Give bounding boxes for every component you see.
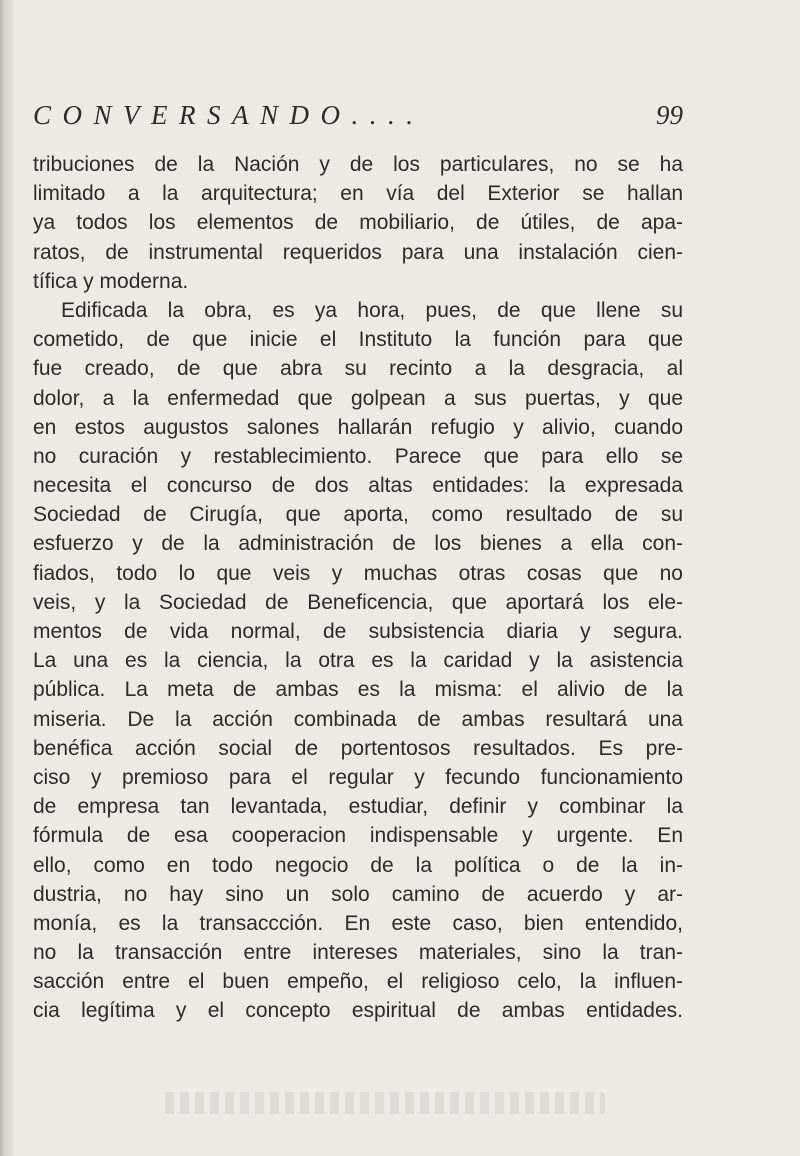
text-line: no la transacción entre intereses materiales, sino la tran- — [33, 941, 683, 965]
text-line: fiados, todo lo que veis y muchas otras cosas que no — [33, 561, 683, 585]
text-line: pública. La meta de ambas es la misma: el alivio de la — [33, 678, 683, 702]
text-line: ello, como en todo negocio de la política o de la in- — [33, 853, 683, 877]
text-line: Sociedad de Cirugía, que aporta, como resultado de su — [33, 503, 683, 527]
text-line: en estos augustos salones hallarán refugio y alivio, cuando — [33, 415, 683, 439]
page-header — [33, 100, 683, 140]
page-gutter-shadow — [0, 0, 14, 1156]
running-title: CONVERSANDO.... — [33, 100, 425, 130]
text-line: dolor, a la enfermedad que golpean a sus puertas, y que — [33, 386, 683, 410]
text-line: necesita el concurso de dos altas entidades: la expresada — [33, 474, 683, 498]
text-line: miseria. De la acción combinada de ambas resultará una — [33, 707, 683, 731]
text-line: cometido, de que inicie el Instituto la función para que — [33, 328, 683, 352]
text-line: ya todos los elementos de mobiliario, de útiles, de apa- — [33, 211, 683, 235]
text-line: mentos de vida normal, de subsistencia diaria y segura. — [33, 620, 683, 643]
text-line: limitado a la arquitectura; en vía del Exterior se hallan — [33, 182, 683, 206]
text-line: ratos, de instrumental requeridos para una instalación cien- — [33, 240, 683, 264]
text-line: cia legítima y el concepto espiritual de ambas entidades. — [33, 999, 683, 1023]
body-text — [33, 150, 683, 1026]
text-line: fórmula de esa cooperacion indispensable y urgente. En — [33, 824, 683, 848]
text-line: ciso y premioso para el regular y fecundo funcionamiento — [33, 765, 683, 789]
text-line: La una es la ciencia, la otra es la caridad y la asistencia — [33, 649, 683, 673]
text-line: veis, y la Sociedad de Beneficencia, que aportará los ele- — [33, 590, 683, 614]
text-line: de empresa tan levantada, estudiar, definir y combinar la — [33, 795, 683, 819]
text-line: dustria, no hay sino un solo camino de acuerdo y ar- — [33, 882, 683, 906]
text-line: no curación y restablecimiento. Parece que para ello se — [33, 444, 683, 468]
text-line: sacción entre el buen empeño, el religioso celo, la influen- — [33, 970, 683, 994]
text-line: Edificada la obra, es ya hora, pues, de que llene su — [61, 298, 683, 322]
text-line: fue creado, de que abra su recinto a la desgracia, al — [33, 357, 683, 381]
text-line: esfuerzo y de la administración de los bienes a ella con- — [33, 532, 683, 556]
text-line: monía, es la transaccción. En este caso, bien entendido, — [33, 911, 683, 935]
text-line: tífica y moderna. — [33, 269, 189, 293]
text-line: benéfica acción social de portentosos resultados. Es pre- — [33, 736, 683, 760]
page-number: 99 — [656, 100, 683, 130]
text-line: tribuciones de la Nación y de los particulares, no se ha — [33, 153, 683, 176]
bleed-through-shadow — [165, 1092, 605, 1114]
